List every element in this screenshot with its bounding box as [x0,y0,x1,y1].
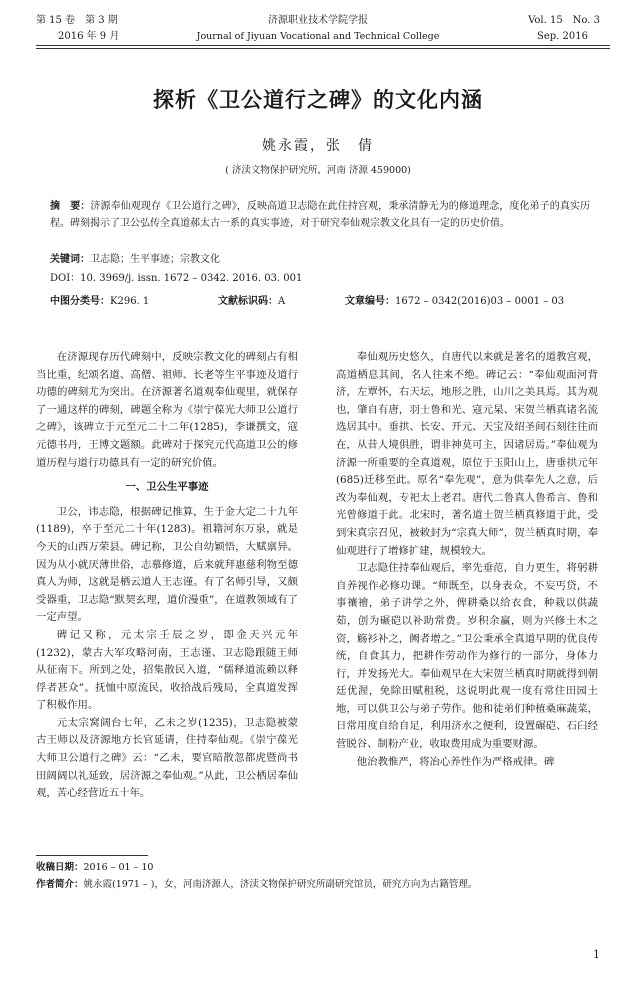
body-right-column [336,349,598,771]
keywords-text: 卫志隐；生平事迹；宗教文化 [90,254,220,265]
header-date-en: Sep. 2016 [537,31,588,42]
abstract [50,198,590,232]
article-number-value: 1672 – 0342(2016)03 – 0001 – 03 [395,296,565,307]
abstract-text: 济源奉仙观现存《卫公道行之碑》，反映高道卫志隐在此住持宫观，秉承清静无为的修道理念，度化弟子的真实历程。碑刻揭示了卫公弘传全真道郝太古一系的真实事迹，对于研究奉仙观宗教文化具有一定的历史价值。 [50,201,591,229]
article-title: 探析《卫公道行之碑》的文化内涵 [153,87,483,112]
section-heading: 一、卫公生平事迹 [125,481,209,494]
affiliation: ( 济渎文物保护研究所，河南 济源 459000) [225,165,411,176]
body-left-column [36,349,298,803]
article-number [345,295,564,309]
classification [50,295,149,309]
header-rule-2 [36,48,610,49]
article-number-label: 文章编号： [345,296,395,307]
abstract-label: 摘 要： [50,201,91,212]
keywords-label: 关键词： [50,254,90,265]
doc-code-value: A [278,296,286,307]
footnote-author-bio [36,878,610,892]
header-vol-en: Vol. 15 No. 3 [528,15,600,26]
classification-label: 中图分类号： [50,296,110,307]
header-volume: 第 15 卷 第 3 期 [36,15,118,26]
header-journal-cn: 济源职业技术学院学报 [268,15,368,26]
bio-text: 姚永霞(1971 – )，女，河南济源人，济渎文物保护研究所副研究馆员，研究方向为古籍管理。 [83,879,478,890]
doi: DOI：10. 3969/j. issn. 1672 – 0342. 2016. 03. 001 [50,273,303,284]
keywords [50,253,590,267]
paragraph: 奉仙观历史悠久，自唐代以来就是著名的道教宫观，高道栖息其间，名人往来不绝。碑记云：“奉仙观面河背济，左覃怀，右天坛，地形之胜，山川之美具焉。其为观也，肇自有唐，羽士鲁和光、寇元杲、宋贺兰栖真诸名流选居其中。垂拱、长安、开元、天宝及绍圣间石刻往往而在，从昔人境俱胜，谓非神莫可主，因诸居焉。”奉仙观为济源一所重要的全真道观，原位于玉阳山上，唐垂拱元年(685)迁移至此。原名“奉先观”，意为供奉先人之意，后改为奉仙观，专祀太上老君。唐代二鲁真人鲁希言、鲁和光曾修道于此。北宋时，著名道士贺兰栖真修道于此，受到宋真宗召见，被敕封为“宗真大师”，贺兰栖真时期，奉仙观进行了增修扩建，规模较大。 [336,351,598,557]
header-rule [36,45,610,46]
paragraph: 碑记又称，元太宗壬辰之岁，即金天兴元年(1232)，蒙古大军攻略河南，王志谨、卫志隐跟随王师从征南下。所到之处，招集散民入道，“儒释道流赖以释俘者甚众”。抚恤中原流民，收拾战后残局，全真道发挥了积极作用。 [36,628,298,712]
paragraph: 卫志隐住持奉仙观后，率先垂范，自力更生，将躬耕自养视作必修功课。“师既至，以身表众，不妄丐贷，不事禳禬，弟子讲学之外，俾耕桑以给衣食，种栽以供蔬茹，创为碾硙以补助常费。岁积余赢，则为兴修土木之资，觞衫补之，阙者增之。”卫公秉承全真道早期的优良传统，自食其力，把耕作劳动作为修行的一部分，身体力行，并发扬光大。奉仙观早在大宋贺兰栖真时期就得到朝廷优渥，免除田赋租税，这说明此观一度有常住田园土地，可以供卫公与弟子劳作。他和徒弟们种植桑麻蔬菜，日常用度自给自足，利用济水之便利，设置碾硙、石臼经营脱谷、制粉产业，收取费用成为重要财源。 [336,562,598,751]
doc-code [218,295,285,309]
page-number: 1 [593,948,600,961]
received-date: 2016 – 01 – 10 [83,862,154,873]
doc-code-label: 文献标识码： [218,296,278,307]
paragraph: 卫公，讳志隐，根据碑记推算，生于金大定二十九年(1189)，卒于至元二十年(1283)。祖籍河东万泉，就是今天的山西万荣县。碑记称，卫公自幼颖悟，大赋禀异。因为从小就厌薄世俗，志慕修道，后来就拜惠慈利物至德真人为师，这就是栖云道人王志谨。有了名师引导，又颇受器重，卫志隐“默契玄理，道价漫重”，在道教领域有了一定声望。 [36,505,298,624]
header-date-cn: 2016 年 9 月 [58,31,120,42]
received-label: 收稿日期： [36,862,84,873]
authors: 姚永霞，张 倩 [262,138,374,154]
paragraph: 在济源现存历代碑刻中，反映宗教文化的碑刻占有相当比重，纪颂名道、高僧、祖师、长老等生平事迹及道行功德的碑刻尤为突出。在济源著名道观奉仙观里，就保存了一通这样的碑刻，碑题全称为《崇宁葆光大师卫公道行之碑》，该碑立于元至元二十二年(1285)，李谦撰文，寇元德书丹，王博文题额。此碑对于探究元代高道卫公的修道历程与道行功德具有一定的研究价值。 [36,351,298,469]
header-journal-en: Journal of Jiyuan Vocational and Technical College [196,31,440,42]
footnote-received [36,861,610,875]
paragraph: 他治教惟严，将冶心养性作为严格戒律。碑 [356,755,555,768]
paragraph: 元太宗窝阔台七年，乙未之岁(1235)，卫志隐被蒙古王师以及济源地方长官延请，住持奉仙观。《崇宁葆光大师卫公道行之碑》云：“乙未，要官暗散忽都虎暨尚书田阔阔以礼延致，居济源之奉仙观。”从此，卫公栖居奉仙观，苦心经营近五十年。 [36,716,298,800]
footnote-rule [36,855,148,856]
classification-value: K296. 1 [110,296,150,307]
bio-label: 作者简介： [36,879,84,890]
